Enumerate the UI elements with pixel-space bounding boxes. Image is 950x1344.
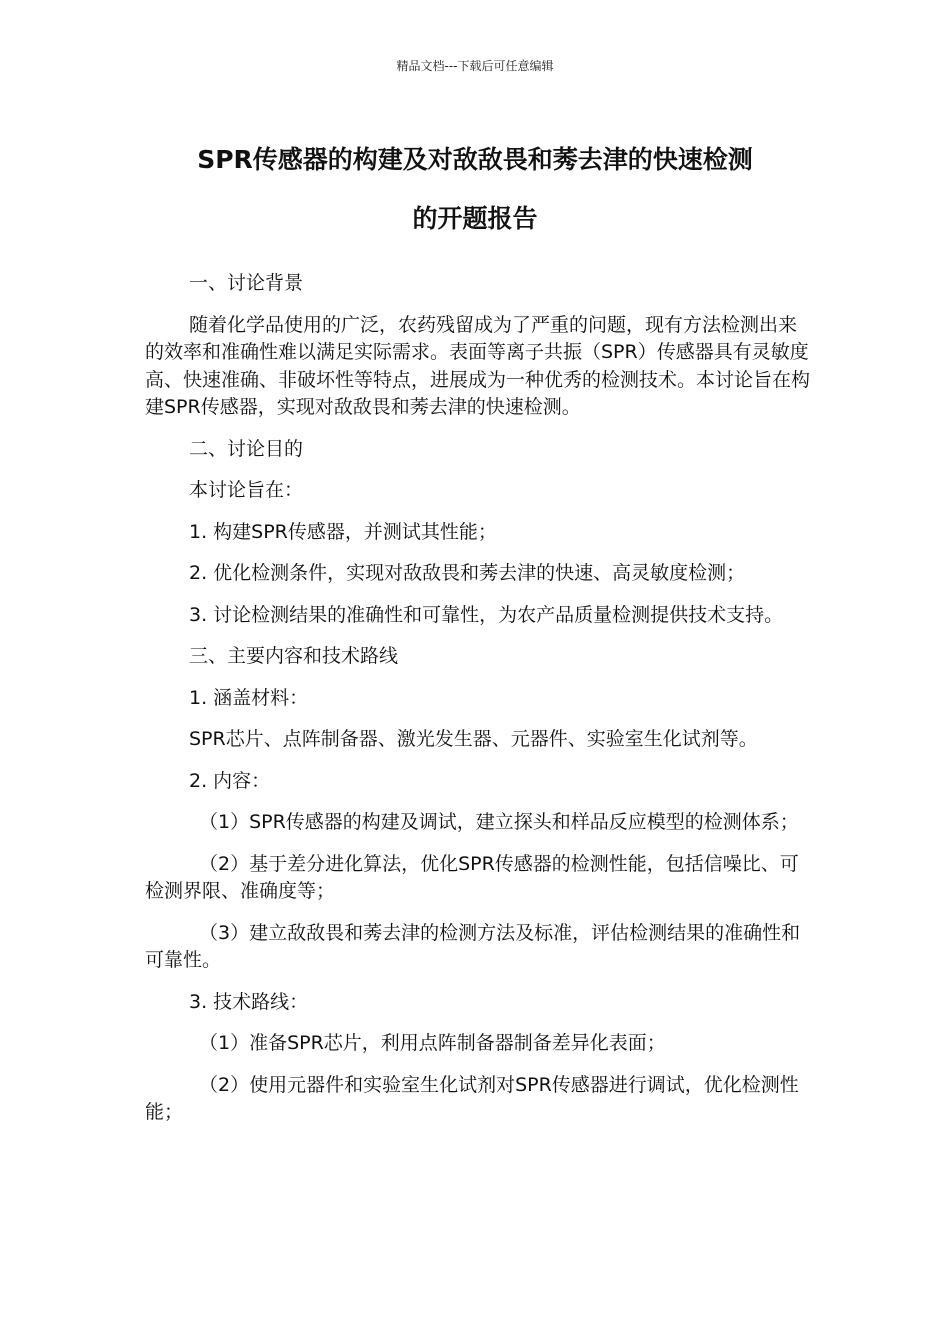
content-item-1: （1）SPR传感器的构建及调试，建立探头和样品反应模型的检测体系； — [199, 811, 799, 833]
section-heading-objectives: 二、讨论目的 — [189, 437, 304, 460]
paragraph-background: 随着化学品使用的广泛，农药残留成为了严重的问题，现有方法检测出来的效率和准确性难以满足实际需求。表面等离子共振（SPR）传感器具有灵敏度高、快速准确、非破坏性等特点，进展成为一种优秀的检测技术。本讨论旨在构建SPR传感器，实现对敌敌畏和莠去津的快速检测。 — [145, 313, 811, 418]
paragraph-objectives-intro: 本讨论旨在： — [189, 479, 304, 501]
content-item-3: （3）建立敌敌畏和莠去津的检测方法及标准，评估检测结果的准确性和可靠性。 — [145, 921, 801, 971]
objective-item-2: 2. 优化检测条件，实现对敌敌畏和莠去津的快速、高灵敏度检测； — [189, 562, 746, 584]
objective-item-1: 1. 构建SPR传感器，并测试其性能； — [189, 520, 497, 543]
section-heading-content: 三、主要内容和技术路线 — [189, 645, 399, 667]
document-title-line-2: 的开题报告 — [412, 204, 538, 233]
page-header: 精品文档---下载后可任意编辑 — [396, 59, 554, 73]
route-item-1: （1）准备SPR芯片，利用点阵制备器制备差异化表面； — [199, 1032, 666, 1054]
paragraph-materials: SPR芯片、点阵制备器、激光发生器、元器件、实验室生化试剂等。 — [189, 728, 758, 750]
subheading-content: 2. 内容： — [189, 769, 271, 792]
document-body — [145, 270, 810, 1141]
subheading-materials: 1. 涵盖材料： — [189, 686, 309, 709]
subheading-technical-route: 3. 技术路线： — [189, 990, 309, 1013]
section-heading-background: 一、讨论背景 — [189, 272, 304, 294]
document-title-line-1: SPR传感器的构建及对敌敌畏和莠去津的快速检测 — [197, 145, 753, 174]
route-item-2: （2）使用元器件和实验室生化试剂对SPR传感器进行调试，优化检测性能； — [145, 1073, 799, 1123]
objective-item-3: 3. 讨论检测结果的准确性和可靠性，为农产品质量检测提供技术支持。 — [189, 603, 784, 626]
content-item-2: （2）基于差分进化算法，优化SPR传感器的检测性能，包括信噪比、可检测界限、准确度等； — [145, 852, 799, 902]
